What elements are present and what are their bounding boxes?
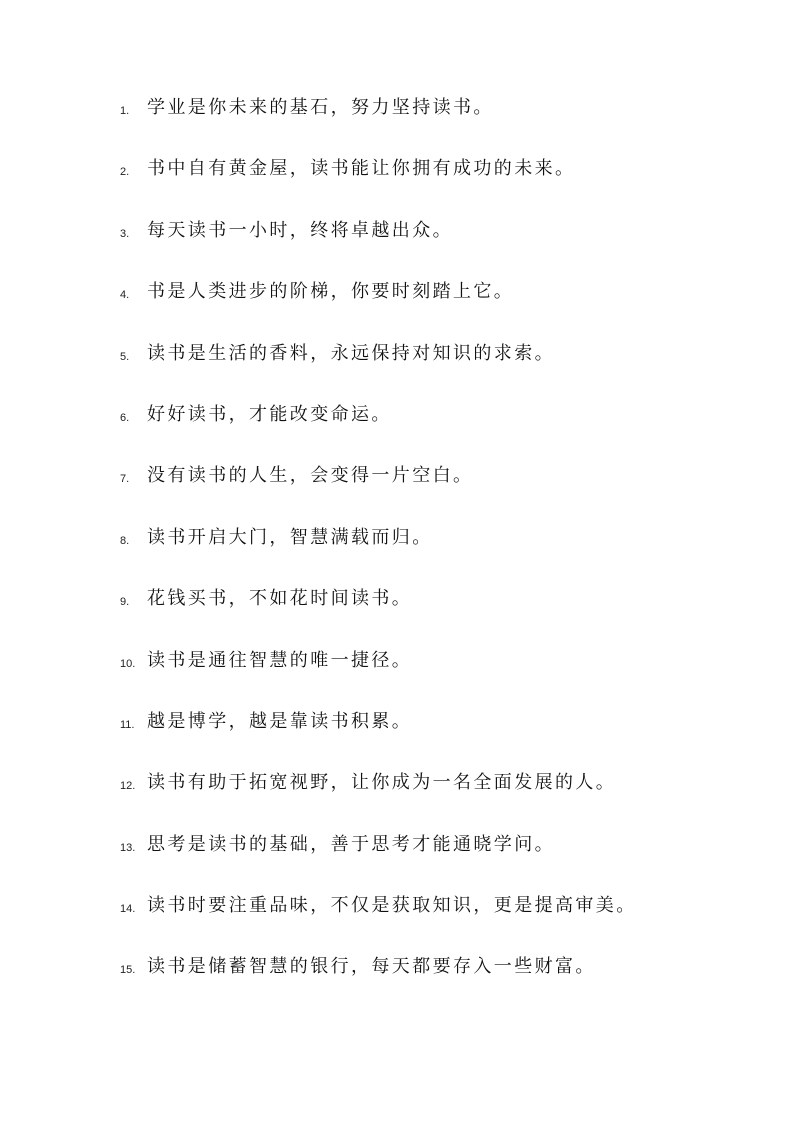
item-number: 7. [120, 473, 130, 486]
list-item [0, 707, 800, 768]
list-item [0, 584, 800, 645]
item-number: 13. [120, 841, 136, 854]
list-item [0, 400, 800, 461]
list-item [0, 523, 800, 584]
item-text: 书中自有黄金屋，读书能让你拥有成功的未来。 [147, 158, 576, 180]
list-item [0, 952, 800, 1013]
item-text: 思考是读书的基础，善于思考才能通晓学问。 [147, 833, 555, 855]
list-item [0, 891, 800, 952]
item-number: 4. [120, 289, 130, 302]
item-text: 没有读书的人生，会变得一片空白。 [147, 465, 474, 487]
list-item [0, 339, 800, 400]
list-item [0, 277, 800, 338]
item-number: 3. [120, 227, 130, 240]
item-number: 2. [120, 166, 130, 179]
item-text: 读书是通往智慧的唯一捷径。 [147, 649, 413, 671]
list-item [0, 216, 800, 277]
list-item [0, 768, 800, 829]
item-text: 好好读书，才能改变命运。 [147, 403, 392, 425]
item-text: 书是人类进步的阶梯，你要时刻踏上它。 [147, 281, 515, 303]
item-number: 8. [120, 534, 130, 547]
item-number: 11. [120, 718, 135, 731]
item-number: 9. [120, 596, 130, 609]
list-item [0, 830, 800, 891]
item-text: 读书开启大门，智慧满载而归。 [147, 526, 433, 548]
list-item [0, 154, 800, 215]
list-item [0, 646, 800, 707]
item-text: 越是博学，越是靠读书积累。 [147, 710, 413, 732]
list-item [0, 461, 800, 522]
item-number: 15. [120, 964, 136, 977]
item-number: 1. [120, 105, 130, 117]
item-text: 每天读书一小时，终将卓越出众。 [147, 219, 453, 241]
item-text: 读书是储蓄智慧的银行，每天都要存入一些财富。 [147, 956, 596, 978]
item-text: 读书有助于拓宽视野，让你成为一名全面发展的人。 [147, 772, 617, 794]
item-text: 读书是生活的香料，永远保持对知识的求索。 [147, 342, 555, 364]
item-text: 学业是你未来的基石，努力坚持读书。 [147, 97, 494, 118]
item-number: 5. [120, 350, 130, 363]
item-text: 花钱买书，不如花时间读书。 [147, 588, 413, 610]
numbered-list [0, 93, 800, 1014]
list-item [0, 93, 800, 154]
item-number: 12. [120, 780, 136, 793]
item-number: 6. [120, 411, 130, 424]
item-number: 10. [120, 657, 136, 670]
item-text: 读书时要注重品味，不仅是获取知识，更是提高审美。 [147, 895, 637, 917]
item-number: 14. [120, 903, 136, 916]
